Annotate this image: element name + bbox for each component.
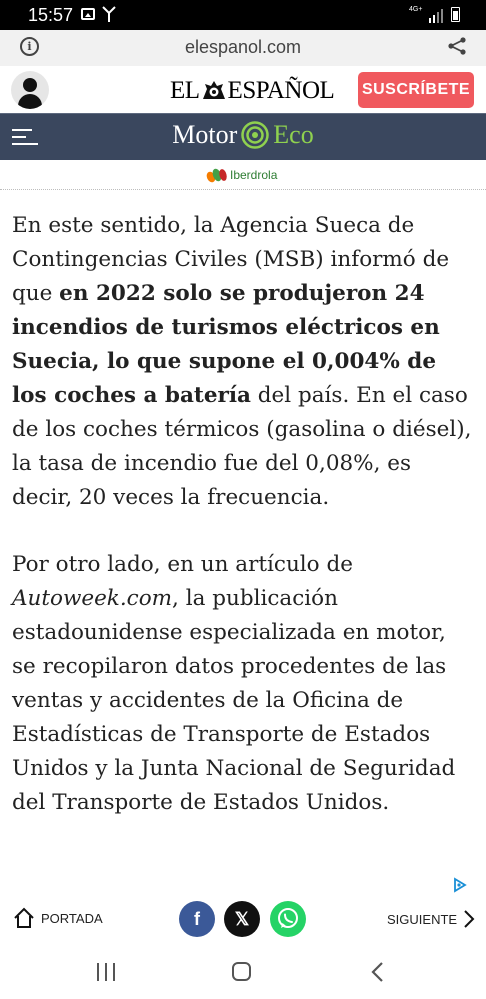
info-icon[interactable]: i <box>20 37 39 56</box>
status-time: 15:57 <box>28 5 74 25</box>
battery-icon <box>451 7 460 22</box>
share-icon[interactable] <box>447 36 467 56</box>
network-type-label: 4G+ <box>409 6 423 13</box>
paragraph-text: En este sentido, la Agencia Sueca de Contingencias Civiles (MSB) informó de que <box>12 213 450 306</box>
site-header <box>0 66 486 114</box>
iberdrola-leaf-icon <box>206 167 228 183</box>
gallery-icon <box>81 8 95 20</box>
site-logo[interactable] <box>170 76 334 106</box>
article-body <box>12 209 474 853</box>
next-article-link[interactable] <box>387 909 475 929</box>
subscribe-button[interactable]: SUSCRÍBETE <box>358 72 474 108</box>
sponsor-logo[interactable] <box>206 167 277 183</box>
system-home-icon[interactable] <box>232 962 251 981</box>
sponsor-bar <box>0 160 486 190</box>
logo-text-left: EL <box>170 77 200 104</box>
eco-ring-icon <box>240 120 270 150</box>
facebook-share-button[interactable]: f <box>179 901 215 937</box>
paragraph-text: Por otro lado, en un artículo de <box>12 552 353 577</box>
paragraph-bold-text: en 2022 solo se produjeron 24 incendios de turismos eléctricos en Suecia, lo que supone el 0,004% de los coches a batería <box>12 281 440 408</box>
antenna-icon <box>101 5 117 23</box>
adchoices-icon[interactable] <box>452 877 468 893</box>
user-avatar[interactable] <box>11 71 49 109</box>
home-link[interactable] <box>13 907 103 929</box>
recents-icon[interactable] <box>96 963 116 981</box>
lion-icon <box>201 79 227 103</box>
whatsapp-icon <box>270 901 306 937</box>
signal-icon <box>428 9 444 23</box>
section-logo[interactable] <box>0 120 486 150</box>
whatsapp-share-button[interactable] <box>270 901 306 937</box>
chevron-right-icon <box>463 909 475 929</box>
article-bottom-nav <box>0 896 486 941</box>
next-label: SIGUIENTE <box>387 911 458 927</box>
sponsor-name: Iberdrola <box>230 168 278 182</box>
article-paragraph <box>12 209 474 515</box>
section-nav <box>0 113 486 160</box>
home-icon <box>13 907 35 929</box>
browser-address-bar <box>0 30 486 66</box>
system-nav-bar <box>0 941 486 999</box>
back-icon[interactable] <box>370 961 384 983</box>
paragraph-text: , la publicación estadounidense especializada en motor, se recopilaron datos procedentes de las ventas y accidentes de la Oficina de Estadísticas de Transporte de Estados Unidos y la Junta Nacional de Seguridad del Transporte de Estados Unidos. <box>12 586 456 815</box>
article-paragraph <box>12 548 474 820</box>
status-bar <box>0 0 486 30</box>
section-word-motor: Motor <box>172 120 238 149</box>
publication-name: Autoweek.com <box>12 586 173 611</box>
section-word-eco: Eco <box>273 120 314 149</box>
logo-text-right: ESPAÑOL <box>227 77 335 104</box>
url-text[interactable]: elespanol.com <box>184 37 302 57</box>
paragraph-text: del país. En el caso de los coches térmicos (gasolina o diésel), la tasa de incendio fue del 0,08%, es decir, 20 veces la frecuencia. <box>12 383 472 510</box>
x-share-button[interactable]: 𝕏 <box>224 901 260 937</box>
home-label: PORTADA <box>41 910 103 926</box>
